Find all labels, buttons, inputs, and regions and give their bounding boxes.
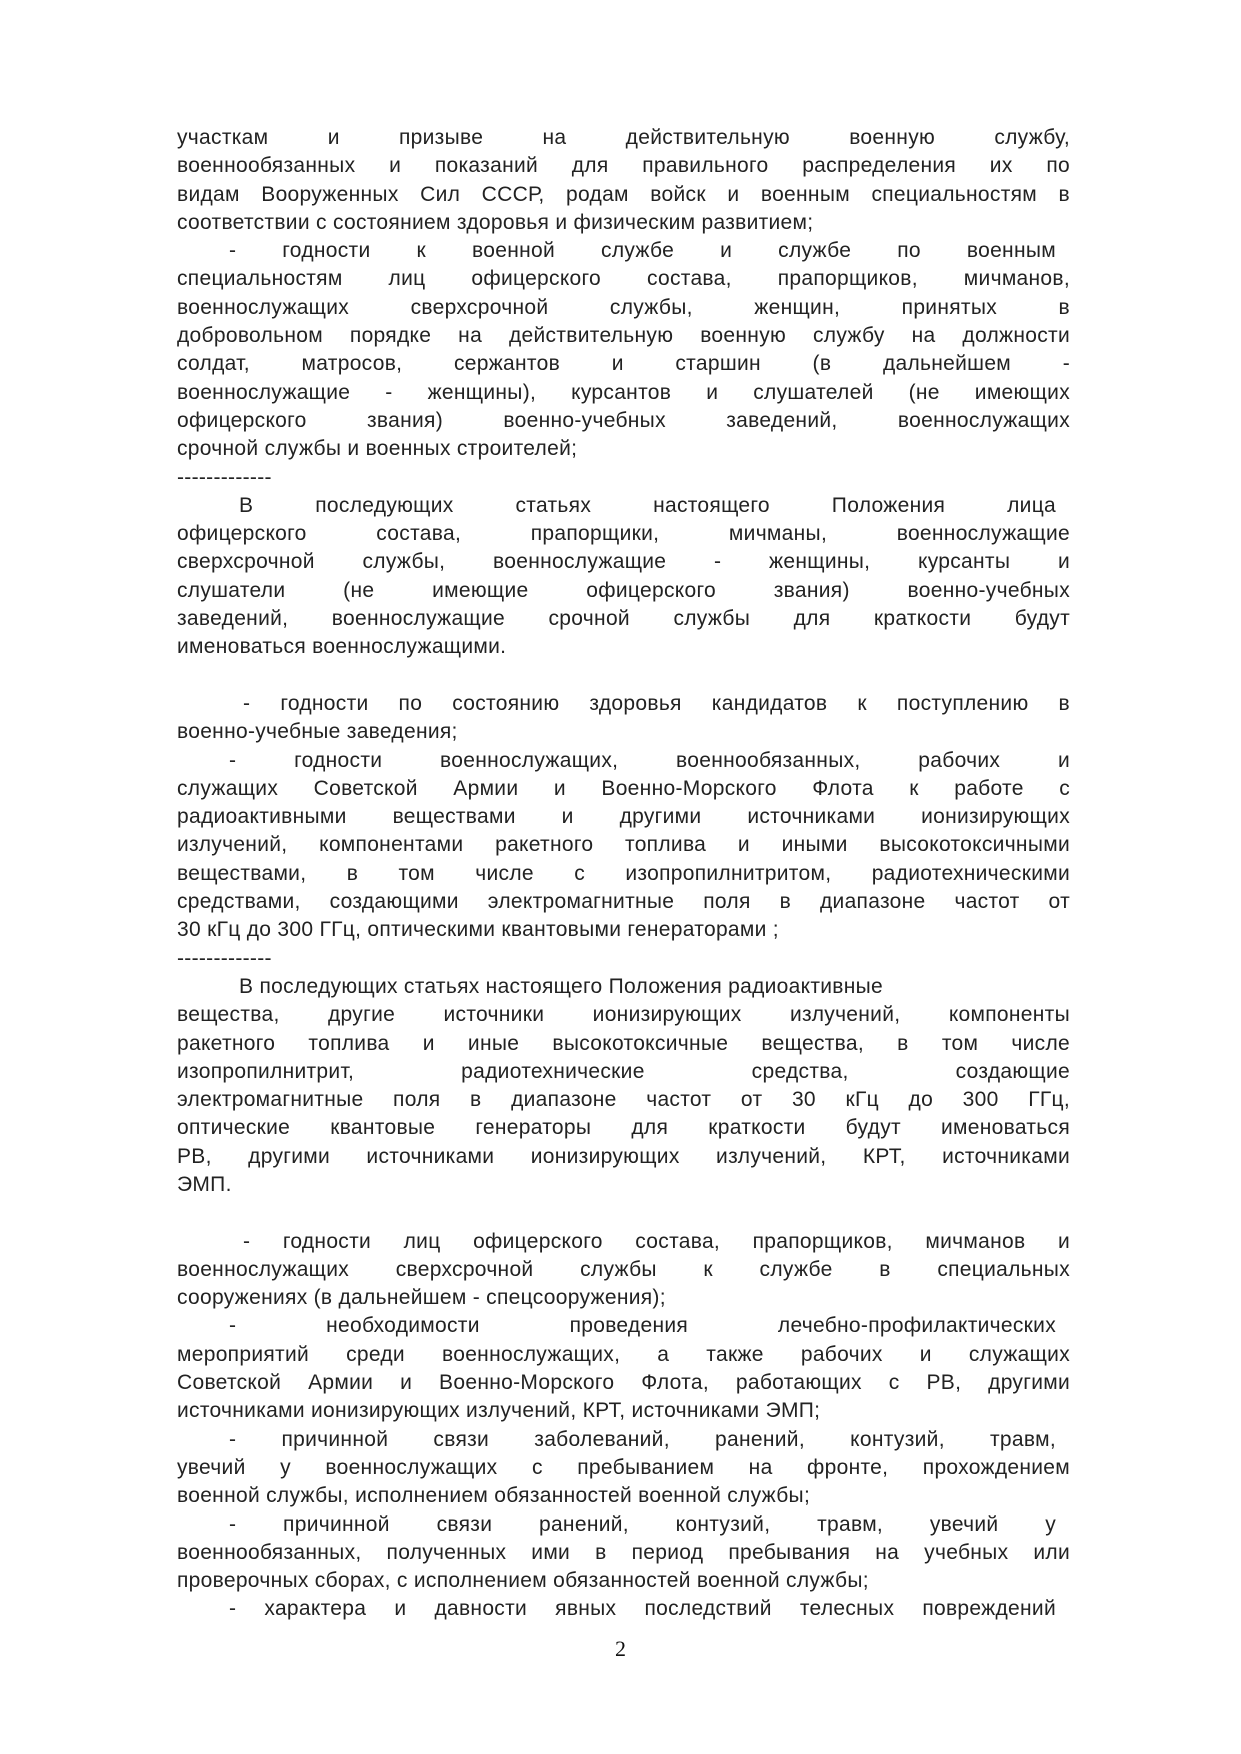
- document-body: [177, 124, 1070, 1624]
- text-line: мероприятий среди военнослужащих, а также рабочих и служащих: [177, 1342, 1070, 1366]
- text-line: 30 кГц до 300 ГГц, оптическими квантовыми генераторами ;: [177, 918, 779, 942]
- text-line: видам Вооруженных Сил СССР, родам войск и военным специальностям в: [177, 182, 1070, 206]
- text-line: военнослужащих сверхсрочной службы к службе в специальных: [177, 1257, 1070, 1281]
- text-line: излучений, компонентами ракетного топлива и иными высокотоксичными: [177, 833, 1070, 857]
- text-line: участкам и призыве на действительную военную службу,: [177, 126, 1070, 149]
- text-line: В последующих статьях настоящего Положения лица: [239, 493, 1056, 517]
- text-line: военнослужащих сверхсрочной службы, женщин, принятых в: [177, 295, 1070, 319]
- page-number: 2: [615, 1636, 626, 1661]
- text-line: офицерского состава, прапорщики, мичманы, военнослужащие: [177, 522, 1070, 546]
- text-line: добровольном порядке на действительную военную службу на должности: [177, 324, 1070, 348]
- text-line: средствами, создающими электромагнитные поля в диапазоне частот от: [177, 890, 1070, 914]
- text-line: ЭМП.: [177, 1172, 232, 1196]
- text-line: изопропилнитрит, радиотехнические средства, создающие: [177, 1059, 1070, 1083]
- text-line: [177, 662, 1070, 690]
- text-line: - причинной связи ранений, контузий, травм, увечий у: [229, 1512, 1056, 1536]
- text-line: солдат, матросов, сержантов и старшин (в дальнейшем -: [177, 352, 1070, 376]
- text-line: - необходимости проведения лечебно-профилактических: [229, 1314, 1056, 1338]
- text-line: именоваться военнослужащими.: [177, 635, 507, 659]
- text-line: специальностям лиц офицерского состава, прапорщиков, мичманов,: [177, 267, 1070, 291]
- text-line: - характера и давности явных последствий телесных повреждений: [229, 1597, 1056, 1621]
- text-line: служащих Советской Армии и Военно-Морского Флота к работе с: [177, 776, 1070, 800]
- text-line: соответствии с состоянием здоровья и физическим развитием;: [177, 210, 814, 234]
- text-line: Советской Армии и Военно-Морского Флота, работающих с РВ, другими: [177, 1371, 1070, 1395]
- text-line: - годности лиц офицерского состава, прапорщиков, мичманов и: [243, 1229, 1070, 1253]
- text-line: заведений, военнослужащие срочной службы для краткости будут: [177, 607, 1070, 631]
- text-line: военнослужащие - женщины), курсантов и слушателей (не имеющих: [177, 380, 1070, 404]
- text-line: ракетного топлива и иные высокотоксичные вещества, в том числе: [177, 1031, 1070, 1055]
- text-line: веществами, в том числе с изопропилнитритом, радиотехническими: [177, 861, 1070, 885]
- text-line: радиоактивными веществами и другими источниками ионизирующих: [177, 805, 1070, 829]
- separator-line: -------------: [177, 465, 272, 489]
- text-line: - годности по состоянию здоровья кандидатов к поступлению в: [243, 691, 1070, 715]
- text-line: [177, 1199, 1070, 1227]
- text-line: - годности военнослужащих, военнообязанных, рабочих и: [229, 748, 1070, 772]
- text-line: оптические квантовые генераторы для краткости будут именоваться: [177, 1116, 1070, 1140]
- text-line: В последующих статьях настоящего Положения радиоактивные: [239, 974, 884, 998]
- text-line: сверхсрочной службы, военнослужащие - женщины, курсанты и: [177, 550, 1070, 574]
- text-line: увечий у военнослужащих с пребыванием на фронте, прохождением: [177, 1455, 1070, 1479]
- text-line: РВ, другими источниками ионизирующих излучений, КРТ, источниками: [177, 1144, 1070, 1168]
- text-line: - годности к военной службе и службе по военным: [229, 239, 1056, 263]
- text-line: - причинной связи заболеваний, ранений, контузий, травм,: [229, 1427, 1056, 1451]
- text-line: электромагнитные поля в диапазоне частот от 30 кГц до 300 ГГц,: [177, 1088, 1070, 1112]
- text-line: военно-учебные заведения;: [177, 720, 458, 744]
- text-line: срочной службы и военных строителей;: [177, 437, 578, 461]
- text-line: сооружениях (в дальнейшем - спецсооружения);: [177, 1286, 666, 1310]
- separator-line: -------------: [177, 946, 272, 970]
- text-line: вещества, другие источники ионизирующих излучений, компоненты: [177, 1003, 1070, 1027]
- text-line: военнообязанных, полученных ими в период пребывания на учебных или: [177, 1540, 1070, 1564]
- text-line: источниками ионизирующих излучений, КРТ, источниками ЭМП;: [177, 1399, 821, 1423]
- text-line: офицерского звания) военно-учебных заведений, военнослужащих: [177, 408, 1070, 432]
- text-line: военной службы, исполнением обязанностей военной службы;: [177, 1484, 811, 1508]
- text-line: военнообязанных и показаний для правильного распределения их по: [177, 154, 1070, 178]
- text-line: проверочных сборах, с исполнением обязанностей военной службы;: [177, 1569, 869, 1593]
- text-line: слушатели (не имеющие офицерского звания) военно-учебных: [177, 578, 1070, 602]
